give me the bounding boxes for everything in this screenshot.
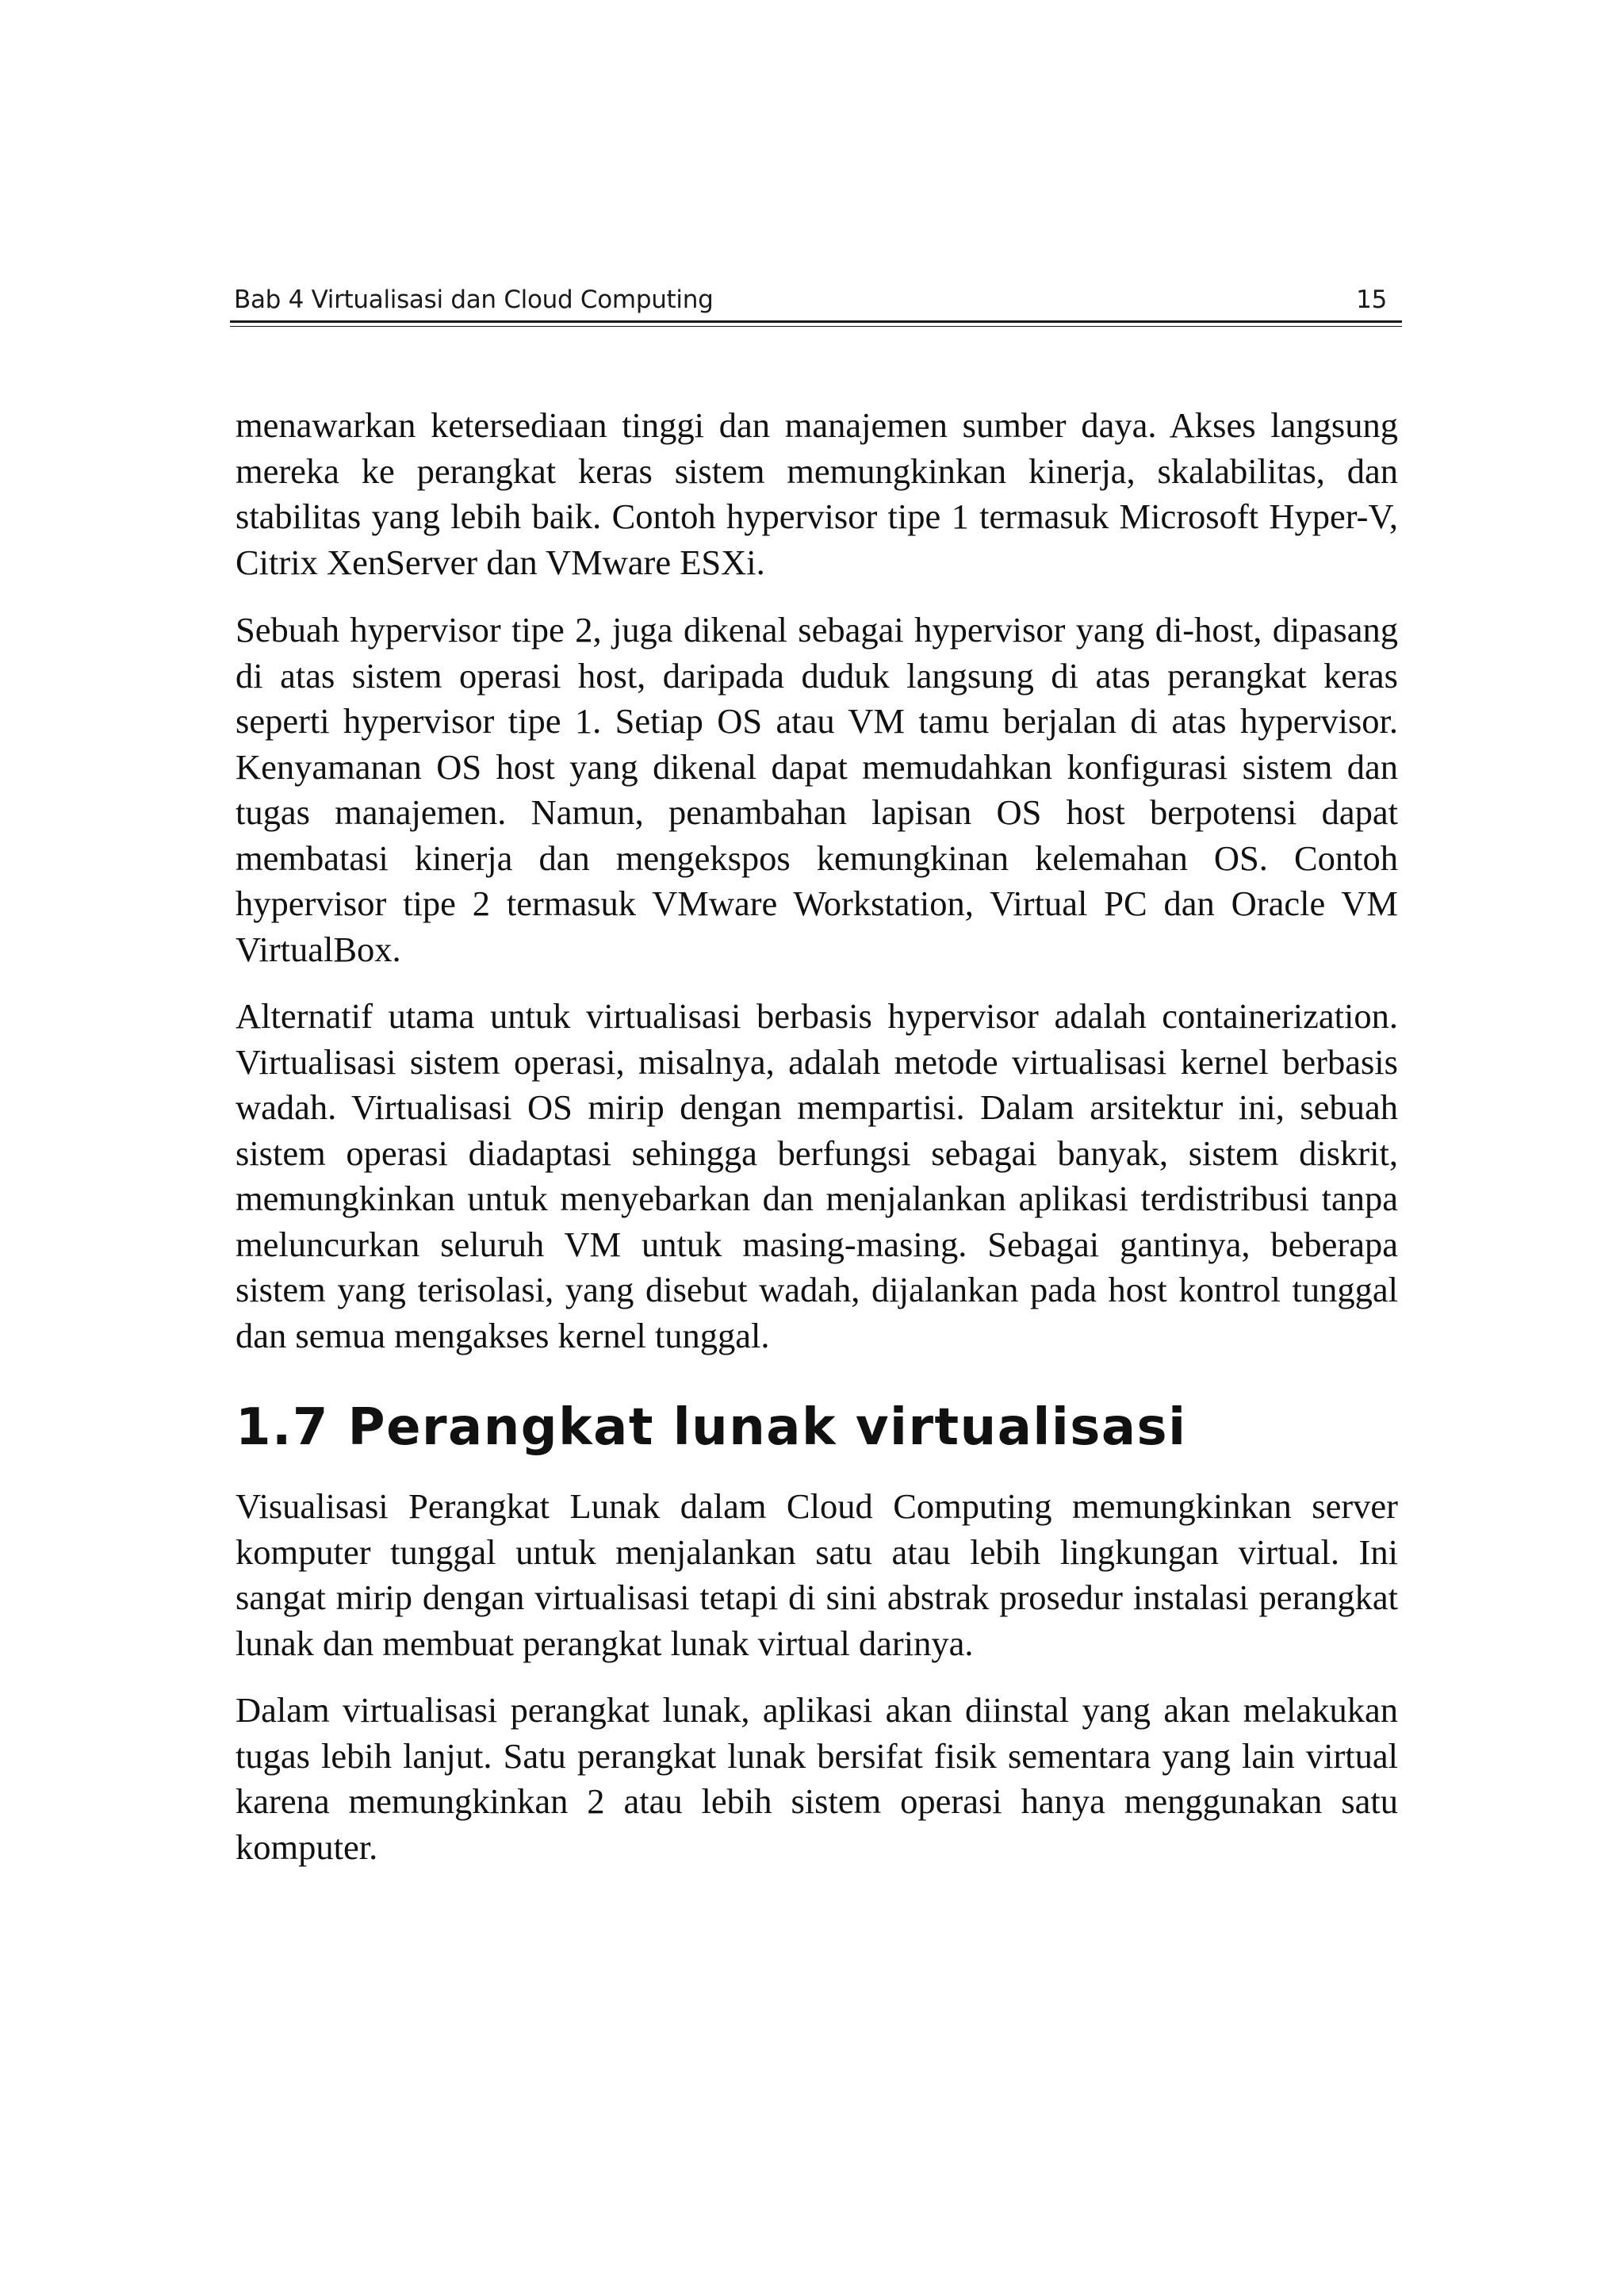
- paragraph-software-visualization: Visualisasi Perangkat Lunak dalam Cloud Computing memungkinkan server komputer tunggal untuk menjalankan satu atau lebih lingkungan virtual. Ini sangat mirip dengan virtualisasi tetapi di sini abstrak prosedur instalasi perangkat lunak dan membuat perangkat lunak virtual darinya.: [236, 1486, 1398, 1663]
- paragraph-software-virtualization: Dalam virtualisasi perangkat lunak, aplikasi akan diinstal yang akan melakukan tugas lebih lanjut. Satu perangkat lunak bersifat fisik sementara yang lain virtual karena memungkinkan 2 atau lebih sistem operasi hanya menggunakan satu komputer.: [236, 1690, 1398, 1867]
- paragraph-containerization: Alternatif utama untuk virtualisasi berbasis hypervisor adalah containerization. Virtualisasi sistem operasi, misalnya, adalah metode virtualisasi kernel berbasis wadah. Virtualisasi OS mirip dengan mempartisi. Dalam arsitektur ini, sebuah sistem operasi diadaptasi sehingga berfungsi sebagai banyak, sistem diskrit, memungkinkan untuk menyebarkan dan menjalankan aplikasi terdistribusi tanpa meluncurkan seluruh VM untuk masing-masing. Sebagai gantinya, beberapa sistem yang terisolasi, yang disebut wadah, dijalankan pada host kontrol tunggal dan semua mengakses kernel tunggal.: [236, 996, 1398, 1355]
- page-number: 15: [1356, 286, 1387, 314]
- paragraph-hypervisor-type-2: Sebuah hypervisor tipe 2, juga dikenal sebagai hypervisor yang di-host, dipasang di atas sistem operasi host, daripada duduk langsung di atas perangkat keras seperti hypervisor tipe 1. Setiap OS atau VM tamu berjalan di atas hypervisor. Kenyamanan OS host yang dikenal dapat memudahkan konfigurasi sistem dan tugas manajemen. Namun, penambahan lapisan OS host berpotensi dapat membatasi kinerja dan mengekspos kemungkinan kelemahan OS. Contoh hypervisor tipe 2 termasuk VMware Workstation, Virtual PC dan Oracle VM VirtualBox.: [236, 610, 1398, 969]
- header-rule-thin: [230, 326, 1402, 327]
- section-heading: 1.7 Perangkat lunak virtualisasi: [236, 1398, 1187, 1457]
- chapter-title: Bab 4 Virtualisasi dan Cloud Computing: [234, 286, 714, 314]
- paragraph-hypervisor-type-1: menawarkan ketersediaan tinggi dan manajemen sumber daya. Akses langsung mereka ke perangkat keras sistem memungkinkan kinerja, skalabilitas, dan stabilitas yang lebih baik. Contoh hypervisor tipe 1 termasuk Microsoft Hyper-V, Citrix XenServer dan VMware ESXi.: [236, 405, 1398, 582]
- header-rule-thick: [230, 320, 1402, 323]
- running-header: [232, 281, 1398, 322]
